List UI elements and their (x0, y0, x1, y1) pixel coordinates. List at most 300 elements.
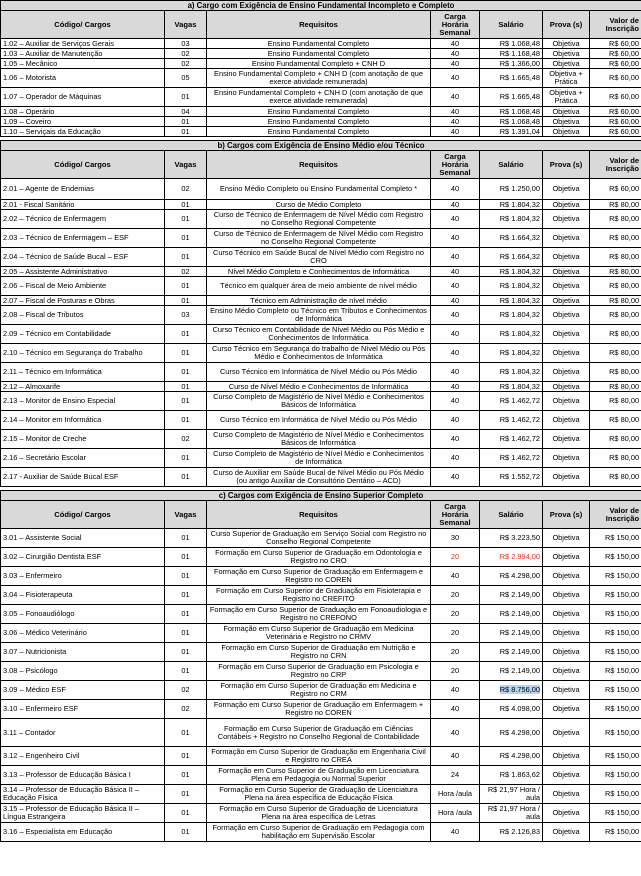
cell-prova: Objetiva (543, 200, 590, 210)
cell-salario: R$ 2.149,00 (480, 662, 543, 681)
column-header-vagas: Vagas (165, 151, 207, 179)
cell-prova: Objetiva (543, 411, 590, 430)
cell-prova: Objetiva (543, 643, 590, 662)
column-header-requisitos: Requisitos (207, 11, 431, 39)
cell-carga: Hora /aula (431, 804, 480, 823)
table-row (1, 39, 641, 49)
cell-valor: R$ 80,00 (590, 306, 641, 325)
cell-vagas: 02 (165, 179, 207, 200)
cell-salario: R$ 1.804,32 (480, 325, 543, 344)
cell-cargo: 3.01 – Assistente Social (1, 529, 165, 548)
cell-vagas: 02 (165, 700, 207, 719)
table-row (1, 277, 641, 296)
cell-vagas: 03 (165, 306, 207, 325)
cell-valor: R$ 150,00 (590, 681, 641, 700)
cell-cargo: 3.11 – Contador (1, 719, 165, 747)
cell-carga: 40 (431, 267, 480, 277)
cell-valor: R$ 80,00 (590, 468, 641, 487)
table-row (1, 719, 641, 747)
table-row (1, 59, 641, 69)
cell-requisitos: Ensino Médio Completo ou Ensino Fundamental Completo * (207, 179, 431, 200)
cell-cargo: 3.03 – Enfermeiro (1, 567, 165, 586)
cell-valor: R$ 80,00 (590, 344, 641, 363)
cell-salario: R$ 1.366,00 (480, 59, 543, 69)
cell-prova: Objetiva (543, 567, 590, 586)
cell-cargo: 3.13 – Professor de Educação Básica I (1, 766, 165, 785)
cell-carga: 40 (431, 88, 480, 107)
section-title-row (1, 491, 641, 501)
cell-salario: R$ 1.804,32 (480, 210, 543, 229)
cell-carga: 40 (431, 325, 480, 344)
cell-salario: R$ 1.391,04 (480, 127, 543, 137)
cell-cargo: 3.07 – Nutricionista (1, 643, 165, 662)
cell-salario: R$ 1.552,72 (480, 468, 543, 487)
cell-prova: Objetiva (543, 344, 590, 363)
table-row (1, 681, 641, 700)
cell-carga: 40 (431, 210, 480, 229)
cell-vagas: 01 (165, 643, 207, 662)
cell-carga: 40 (431, 449, 480, 468)
cell-vagas: 01 (165, 296, 207, 306)
cell-valor: R$ 150,00 (590, 747, 641, 766)
cell-cargo: 2.10 – Técnico em Segurança do Trabalho (1, 344, 165, 363)
section-table (0, 140, 641, 487)
cell-valor: R$ 150,00 (590, 700, 641, 719)
cell-requisitos: Formação em Curso Superior de Graduação em Licenciatura Plena em Pedagogia ou Normal Superior (207, 766, 431, 785)
cell-vagas: 01 (165, 548, 207, 567)
cell-salario: R$ 4.298,00 (480, 747, 543, 766)
table-row (1, 411, 641, 430)
cell-carga: 20 (431, 624, 480, 643)
cell-carga: 40 (431, 392, 480, 411)
cell-salario: R$ 1.664,32 (480, 229, 543, 248)
cell-carga: 40 (431, 179, 480, 200)
cell-vagas: 01 (165, 88, 207, 107)
cell-carga: 40 (431, 277, 480, 296)
cell-salario: R$ 1.804,32 (480, 267, 543, 277)
cell-salario: R$ 1.804,32 (480, 200, 543, 210)
cell-salario: R$ 2.994,00 (480, 548, 543, 567)
cell-valor: R$ 60,00 (590, 88, 641, 107)
cell-requisitos: Ensino Médio Completo ou Técnico em Tributos e Conhecimentos de Informática (207, 306, 431, 325)
cell-prova: Objetiva (543, 700, 590, 719)
cell-cargo: 1.10 – Serviçais da Educação (1, 127, 165, 137)
cell-valor: R$ 80,00 (590, 449, 641, 468)
cell-salario: R$ 1.250,00 (480, 179, 543, 200)
column-header-prova: Prova (s) (543, 501, 590, 529)
cell-vagas: 01 (165, 382, 207, 392)
table-row (1, 382, 641, 392)
cell-carga: 20 (431, 662, 480, 681)
section-title: a) Cargo com Exigência de Ensino Fundamental Incompleto e Completo (1, 1, 641, 11)
cell-vagas: 02 (165, 267, 207, 277)
cell-requisitos: Curso Técnico em Saúde Bucal de Nível Médio com Registro no CRO (207, 248, 431, 267)
cell-carga: 40 (431, 306, 480, 325)
cell-requisitos: Formação em Curso Superior de Graduação em Psicologia e Registro no CRP (207, 662, 431, 681)
cell-cargo: 3.05 – Fonoaudiólogo (1, 605, 165, 624)
table-row (1, 296, 641, 306)
cell-requisitos: Curso Completo de Magistério de Nível Médio e Conhecimentos de Informática (207, 449, 431, 468)
cell-cargo: 3.09 – Médico ESF (1, 681, 165, 700)
cell-vagas: 01 (165, 804, 207, 823)
cell-requisitos: Formação em Curso Superior de Graduação em Pedagogia com habilitação em Supervisão Escolar (207, 823, 431, 842)
section-table (0, 0, 641, 137)
cell-salario: R$ 2.149,00 (480, 624, 543, 643)
cell-carga: 40 (431, 69, 480, 88)
cell-requisitos: Curso Técnico em Informática de Nível Médio ou Pós Médio (207, 363, 431, 382)
cell-prova: Objetiva (543, 548, 590, 567)
cell-carga: 40 (431, 200, 480, 210)
cell-vagas: 01 (165, 325, 207, 344)
cell-vagas: 01 (165, 586, 207, 605)
cell-salario: R$ 1.664,32 (480, 248, 543, 267)
cell-vagas: 01 (165, 766, 207, 785)
cell-carga: 20 (431, 605, 480, 624)
cell-valor: R$ 60,00 (590, 69, 641, 88)
column-header-salario: Salário (480, 501, 543, 529)
cell-valor: R$ 150,00 (590, 567, 641, 586)
cell-prova: Objetiva (543, 267, 590, 277)
cell-requisitos: Nível Médio Completo e Conhecimentos de Informática (207, 267, 431, 277)
table-row (1, 624, 641, 643)
cell-cargo: 2.09 – Técnico em Contabilidade (1, 325, 165, 344)
cell-valor: R$ 150,00 (590, 624, 641, 643)
cell-valor: R$ 150,00 (590, 529, 641, 548)
cell-requisitos: Curso Técnico em Informática de Nível Médio ou Pós Médio (207, 411, 431, 430)
cell-salario: R$ 1.068,48 (480, 117, 543, 127)
cell-carga: 40 (431, 719, 480, 747)
column-header-salario: Salário (480, 11, 543, 39)
cell-valor: R$ 80,00 (590, 210, 641, 229)
cell-requisitos: Ensino Fundamental Completo (207, 49, 431, 59)
column-header-valor: Valor de Inscrição (590, 151, 641, 179)
cell-valor: R$ 80,00 (590, 277, 641, 296)
cell-cargo: 2.15 – Monitor de Creche (1, 430, 165, 449)
cell-requisitos: Curso de Técnico de Enfermagem de Nível Médio com Registro no Conselho Regional Competente (207, 210, 431, 229)
cell-vagas: 01 (165, 785, 207, 804)
cell-prova: Objetiva (543, 363, 590, 382)
cell-salario: R$ 1.068,48 (480, 107, 543, 117)
cell-cargo: 2.12 – Almoxarife (1, 382, 165, 392)
cell-salario: R$ 4.298,00 (480, 719, 543, 747)
cell-prova: Objetiva (543, 39, 590, 49)
table-row (1, 785, 641, 804)
cell-cargo: 2.03 – Técnico de Enfermagem – ESF (1, 229, 165, 248)
cell-prova: Objetiva (543, 766, 590, 785)
cell-salario: R$ 1.665,48 (480, 88, 543, 107)
column-header-row (1, 501, 641, 529)
table-row (1, 248, 641, 267)
cell-vagas: 01 (165, 823, 207, 842)
cell-cargo: 1.05 – Mecânico (1, 59, 165, 69)
cell-prova: Objetiva (543, 392, 590, 411)
section-title-row (1, 1, 641, 11)
cell-valor: R$ 80,00 (590, 392, 641, 411)
cell-requisitos: Formação em Curso Superior de Graduação em Nutrição e Registro no CRN (207, 643, 431, 662)
cell-salario: R$ 2.149,00 (480, 643, 543, 662)
cell-vagas: 01 (165, 624, 207, 643)
table-row (1, 392, 641, 411)
cell-requisitos: Curso Técnico em Segurança do trabalho de Nível Médio ou Pós Médio e Conhecimentos de Informática (207, 344, 431, 363)
cell-valor: R$ 80,00 (590, 267, 641, 277)
cell-salario: R$ 2.149,00 (480, 586, 543, 605)
cell-salario: R$ 1.462,72 (480, 392, 543, 411)
cell-carga: 40 (431, 248, 480, 267)
cell-carga: 40 (431, 363, 480, 382)
cell-prova: Objetiva (543, 747, 590, 766)
column-header-requisitos: Requisitos (207, 151, 431, 179)
table-row (1, 567, 641, 586)
cell-vagas: 02 (165, 59, 207, 69)
cell-prova: Objetiva (543, 605, 590, 624)
cell-cargo: 1.08 – Operário (1, 107, 165, 117)
cell-salario: R$ 1.804,32 (480, 363, 543, 382)
cell-valor: R$ 150,00 (590, 548, 641, 567)
cell-requisitos: Curso Superior de Graduação em Serviço Social com Registro no Conselho Regional Competente (207, 529, 431, 548)
cell-carga: 40 (431, 107, 480, 117)
cell-prova: Objetiva (543, 229, 590, 248)
cell-requisitos: Ensino Fundamental Completo + CNH D (207, 59, 431, 69)
cell-cargo: 2.02 – Técnico de Enfermagem (1, 210, 165, 229)
cell-valor: R$ 150,00 (590, 804, 641, 823)
cell-salario: R$ 2.149,00 (480, 605, 543, 624)
cell-valor: R$ 80,00 (590, 229, 641, 248)
cell-salario: R$ 1.804,32 (480, 306, 543, 325)
cell-valor: R$ 150,00 (590, 643, 641, 662)
cell-salario: R$ 1.462,72 (480, 430, 543, 449)
cell-carga: 40 (431, 411, 480, 430)
cell-cargo: 2.01 - Fiscal Sanitário (1, 200, 165, 210)
cell-cargo: 3.15 – Professor de Educação Básica II – Língua Estrangeira (1, 804, 165, 823)
table-row (1, 700, 641, 719)
cell-carga: 40 (431, 567, 480, 586)
cell-cargo: 1.07 – Operador de Máquinas (1, 88, 165, 107)
cell-carga: 40 (431, 747, 480, 766)
cell-cargo: 3.04 – Fisioterapeuta (1, 586, 165, 605)
cell-cargo: 3.16 – Especialista em Educação (1, 823, 165, 842)
cell-requisitos: Ensino Fundamental Completo (207, 39, 431, 49)
cell-requisitos: Formação em Curso Superior de Graduação de Licenciatura Plena na área específica de Letras (207, 804, 431, 823)
table-row (1, 363, 641, 382)
cell-prova: Objetiva + Prática (543, 69, 590, 88)
cell-vagas: 05 (165, 69, 207, 88)
cell-cargo: 3.10 – Enfermeiro ESF (1, 700, 165, 719)
cell-valor: R$ 80,00 (590, 200, 641, 210)
cell-cargo: 2.17 - Auxiliar de Saúde Bucal ESF (1, 468, 165, 487)
cell-prova: Objetiva (543, 127, 590, 137)
cell-vagas: 02 (165, 430, 207, 449)
cell-vagas: 01 (165, 127, 207, 137)
cell-carga: 40 (431, 823, 480, 842)
column-header-prova: Prova (s) (543, 151, 590, 179)
cell-requisitos: Curso de Médio Completo (207, 200, 431, 210)
cell-cargo: 2.07 – Fiscal de Posturas e Obras (1, 296, 165, 306)
cell-cargo: 3.02 – Cirurgião Dentista ESF (1, 548, 165, 567)
cell-requisitos: Formação em Curso Superior de Graduação de Licenciatura Plena na área específica de Educação Física (207, 785, 431, 804)
table-row (1, 586, 641, 605)
cell-vagas: 01 (165, 605, 207, 624)
cell-requisitos: Formação em Curso Superior de Graduação em Ciências Contábeis + Registro no Conselho Regional de Contabilidade (207, 719, 431, 747)
cell-valor: R$ 80,00 (590, 382, 641, 392)
cell-carga: 40 (431, 468, 480, 487)
cell-requisitos: Formação em Curso Superior de Graduação em Odontologia e Registro no CRO (207, 548, 431, 567)
cell-prova: Objetiva (543, 624, 590, 643)
column-header-valor: Valor de Inscrição (590, 11, 641, 39)
cell-salario: R$ 4.098,00 (480, 700, 543, 719)
cell-carga: Hora /aula (431, 785, 480, 804)
section-table (0, 490, 641, 842)
cell-salario: R$ 21,97 Hora / aula (480, 785, 543, 804)
table-row (1, 804, 641, 823)
cell-vagas: 02 (165, 681, 207, 700)
cell-carga: 24 (431, 766, 480, 785)
cell-carga: 40 (431, 700, 480, 719)
cell-requisitos: Curso Técnico em Contabilidade de Nível Médio ou Pós Médio e Conhecimentos de Informática (207, 325, 431, 344)
cell-cargo: 3.12 – Engenheiro Civil (1, 747, 165, 766)
cell-salario: R$ 3.223,50 (480, 529, 543, 548)
table-row (1, 88, 641, 107)
column-header-carga: Carga Horária Semanal (431, 501, 480, 529)
cell-carga: 20 (431, 586, 480, 605)
cell-prova: Objetiva (543, 529, 590, 548)
table-row (1, 823, 641, 842)
cell-cargo: 2.01 – Agente de Endemias (1, 179, 165, 200)
cell-carga: 40 (431, 39, 480, 49)
cell-prova: Objetiva (543, 296, 590, 306)
cell-carga: 40 (431, 49, 480, 59)
cell-salario: R$ 1.462,72 (480, 411, 543, 430)
cell-cargo: 2.04 – Técnico de Saúde Bucal – ESF (1, 248, 165, 267)
cell-carga: 40 (431, 117, 480, 127)
cell-prova: Objetiva (543, 49, 590, 59)
cell-requisitos: Formação em Curso Superior de Graduação em Fonoaudiologia e Registro no CREFONO (207, 605, 431, 624)
table-row (1, 306, 641, 325)
column-header-vagas: Vagas (165, 11, 207, 39)
column-header-vagas: Vagas (165, 501, 207, 529)
cell-vagas: 01 (165, 229, 207, 248)
cell-valor: R$ 60,00 (590, 39, 641, 49)
cell-carga: 40 (431, 430, 480, 449)
cell-vagas: 01 (165, 449, 207, 468)
cell-requisitos: Técnico em Administração de nível médio (207, 296, 431, 306)
cell-vagas: 01 (165, 411, 207, 430)
table-row (1, 662, 641, 681)
cell-carga: 30 (431, 529, 480, 548)
table-row (1, 344, 641, 363)
column-header-requisitos: Requisitos (207, 501, 431, 529)
cell-prova: Objetiva (543, 662, 590, 681)
table-row (1, 127, 641, 137)
cell-prova: Objetiva (543, 681, 590, 700)
cell-salario: R$ 1.068,48 (480, 39, 543, 49)
cell-valor: R$ 80,00 (590, 411, 641, 430)
cell-requisitos: Formação em Curso Superior de Graduação em Engenharia Civil e Registro no CREA (207, 747, 431, 766)
cell-salario: R$ 4.298,00 (480, 567, 543, 586)
cell-prova: Objetiva (543, 117, 590, 127)
section-title: c) Cargos com Exigência de Ensino Superior Completo (1, 491, 641, 501)
cell-valor: R$ 80,00 (590, 248, 641, 267)
cell-vagas: 01 (165, 529, 207, 548)
cell-valor: R$ 80,00 (590, 430, 641, 449)
cell-requisitos: Formação em Curso Superior de Graduação em Enfermagem + Registro no COREN (207, 700, 431, 719)
cell-vagas: 01 (165, 662, 207, 681)
cell-carga: 40 (431, 296, 480, 306)
section-title: b) Cargos com Exigência de Ensino Médio e/ou Técnico (1, 141, 641, 151)
column-header-valor: Valor de Inscrição (590, 501, 641, 529)
cell-salario: R$ 1.863,62 (480, 766, 543, 785)
cell-carga: 40 (431, 382, 480, 392)
cell-prova: Objetiva (543, 449, 590, 468)
cell-vagas: 03 (165, 39, 207, 49)
cell-cargo: 2.11 – Técnico em Informática (1, 363, 165, 382)
table-row (1, 69, 641, 88)
cell-cargo: 2.13 – Monitor de Ensino Especial (1, 392, 165, 411)
cell-valor: R$ 60,00 (590, 127, 641, 137)
cell-cargo: 2.16 – Secretário Escolar (1, 449, 165, 468)
table-row (1, 117, 641, 127)
cell-salario: R$ 2.126,83 (480, 823, 543, 842)
cell-valor: R$ 150,00 (590, 823, 641, 842)
cell-prova: Objetiva (543, 306, 590, 325)
cell-salario: R$ 1.804,32 (480, 382, 543, 392)
cell-vagas: 01 (165, 747, 207, 766)
cell-vagas: 01 (165, 392, 207, 411)
cell-salario: R$ 1.462,72 (480, 449, 543, 468)
cell-prova: Objetiva (543, 468, 590, 487)
cell-valor: R$ 150,00 (590, 766, 641, 785)
cell-valor: R$ 150,00 (590, 719, 641, 747)
cell-salario: R$ 1.665,48 (480, 69, 543, 88)
cell-cargo: 2.08 – Fiscal de Tributos (1, 306, 165, 325)
cell-carga: 40 (431, 59, 480, 69)
highlighted-salary: R$ 8.756,00 (499, 685, 540, 694)
table-row (1, 49, 641, 59)
cell-cargo: 3.14 – Professor de Educação Básica II – Educação Física (1, 785, 165, 804)
cell-prova: Objetiva (543, 107, 590, 117)
cell-salario: R$ 1.804,32 (480, 344, 543, 363)
cell-prova: Objetiva (543, 277, 590, 296)
cell-requisitos: Ensino Fundamental Completo + CNH D (com anotação de que exerce atividade remunerada) (207, 69, 431, 88)
cell-valor: R$ 150,00 (590, 785, 641, 804)
cell-prova: Objetiva (543, 179, 590, 200)
cell-requisitos: Curso de Técnico de Enfermagem de Nível Médio com Registro no Conselho Regional Competente (207, 229, 431, 248)
table-row (1, 548, 641, 567)
table-row (1, 468, 641, 487)
table-row (1, 747, 641, 766)
table-row (1, 529, 641, 548)
cell-requisitos: Curso de Nível Médio e Conhecimentos de Informática (207, 382, 431, 392)
cell-vagas: 01 (165, 200, 207, 210)
column-header-row (1, 11, 641, 39)
cell-valor: R$ 80,00 (590, 296, 641, 306)
table-row (1, 229, 641, 248)
cell-carga: 40 (431, 229, 480, 248)
cell-prova: Objetiva (543, 430, 590, 449)
cell-vagas: 02 (165, 49, 207, 59)
column-header-carga: Carga Horária Semanal (431, 151, 480, 179)
cell-valor: R$ 60,00 (590, 179, 641, 200)
column-header-salario: Salário (480, 151, 543, 179)
cell-prova: Objetiva (543, 804, 590, 823)
cell-requisitos: Formação em Curso Superior de Graduação em Medicina e Registro no CRM (207, 681, 431, 700)
column-header-cargo: Código/ Cargos (1, 11, 165, 39)
cell-salario: R$ 1.804,32 (480, 296, 543, 306)
cell-cargo: 1.02 – Auxiliar de Serviços Gerais (1, 39, 165, 49)
column-header-row (1, 151, 641, 179)
cell-prova: Objetiva (543, 719, 590, 747)
cell-salario (480, 681, 543, 700)
cell-vagas: 01 (165, 117, 207, 127)
